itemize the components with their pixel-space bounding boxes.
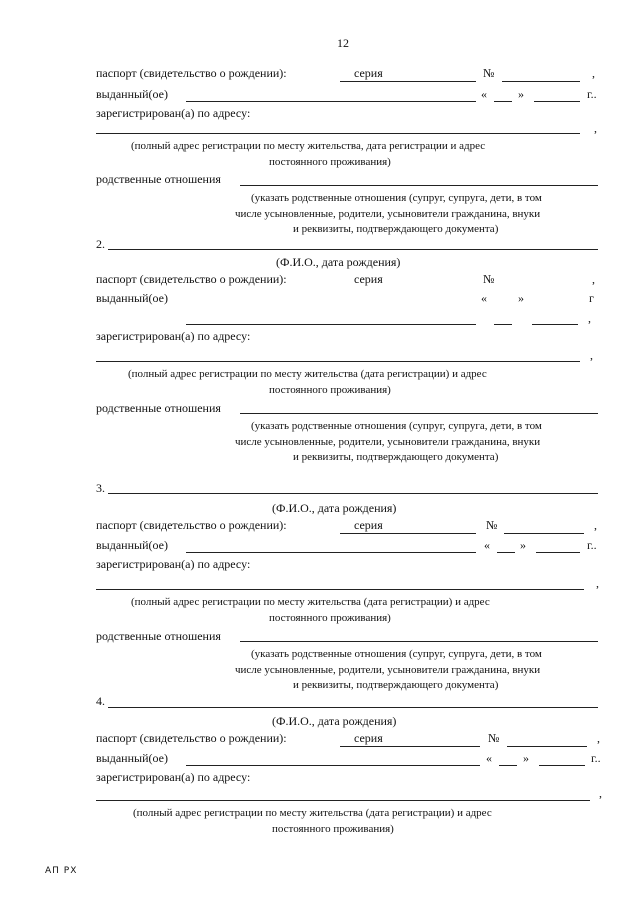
number-label: № bbox=[483, 272, 495, 286]
month-line[interactable] bbox=[532, 324, 578, 325]
relations-note: и реквизиты, подтверждающего документа) bbox=[293, 223, 499, 235]
passport-label: паспорт (свидетельство о рождении): bbox=[96, 518, 287, 532]
year-label: г.. bbox=[587, 538, 597, 552]
page-number: 12 bbox=[337, 36, 349, 50]
series-label: серия bbox=[354, 518, 383, 532]
fio-line[interactable] bbox=[108, 493, 598, 494]
quote-close: » bbox=[523, 751, 529, 765]
address-note: постоянного проживания) bbox=[269, 612, 391, 624]
comma: , bbox=[592, 66, 595, 80]
quote-open: « bbox=[484, 538, 490, 552]
registered-label: зарегистрирован(а) по адресу: bbox=[96, 770, 251, 784]
series-line[interactable] bbox=[340, 533, 476, 534]
day-line[interactable] bbox=[497, 552, 515, 553]
passport-label: паспорт (свидетельство о рождении): bbox=[96, 66, 287, 80]
relations-note: (указать родственные отношения (супруг, супруга, дети, в том bbox=[251, 648, 542, 660]
registered-label: зарегистрирован(а) по адресу: bbox=[96, 557, 251, 571]
relations-note: (указать родственные отношения (супруг, супруга, дети, в том bbox=[251, 192, 542, 204]
quote-close: » bbox=[518, 291, 524, 305]
number-line[interactable] bbox=[504, 533, 584, 534]
fio-note: (Ф.И.О., дата рождения) bbox=[272, 501, 397, 515]
month-line[interactable] bbox=[534, 101, 580, 102]
item-number: 2. bbox=[96, 237, 105, 251]
fio-note: (Ф.И.О., дата рождения) bbox=[272, 714, 397, 728]
relations-label: родственные отношения bbox=[96, 629, 221, 643]
quote-open: « bbox=[481, 87, 487, 101]
quote-close: » bbox=[520, 538, 526, 552]
address-note: (полный адрес регистрации по месту жительства (дата регистрации) и адрес bbox=[133, 807, 492, 819]
series-line[interactable] bbox=[340, 81, 476, 82]
comma: , bbox=[594, 518, 597, 532]
issued-line[interactable] bbox=[186, 552, 476, 553]
quote-close: » bbox=[518, 87, 524, 101]
relations-label: родственные отношения bbox=[96, 172, 221, 186]
number-line[interactable] bbox=[507, 746, 587, 747]
footer-mark: АП РХ bbox=[45, 866, 78, 876]
quote-open: « bbox=[481, 291, 487, 305]
comma: , bbox=[599, 786, 602, 800]
issued-label: выданный(ое) bbox=[96, 87, 168, 101]
relations-note: числе усыновленные, родители, усыновители гражданина, внуки bbox=[235, 208, 541, 220]
comma: , bbox=[590, 348, 593, 362]
registered-label: зарегистрирован(а) по адресу: bbox=[96, 329, 251, 343]
relations-label: родственные отношения bbox=[96, 401, 221, 415]
address-note: (полный адрес регистрации по месту жительства, дата регистрации и адрес bbox=[131, 140, 486, 152]
comma: , bbox=[596, 576, 599, 590]
quote-open: « bbox=[486, 751, 492, 765]
address-line[interactable] bbox=[96, 361, 580, 362]
month-line[interactable] bbox=[536, 552, 580, 553]
relations-note: и реквизиты, подтверждающего документа) bbox=[293, 679, 499, 691]
passport-label: паспорт (свидетельство о рождении): bbox=[96, 272, 287, 286]
address-line[interactable] bbox=[96, 800, 590, 801]
day-line[interactable] bbox=[494, 101, 512, 102]
series-label: серия bbox=[354, 66, 383, 80]
address-note: (полный адрес регистрации по месту жительства (дата регистрации) и адрес bbox=[128, 368, 487, 380]
passport-label: паспорт (свидетельство о рождении): bbox=[96, 731, 287, 745]
relations-note: числе усыновленные, родители, усыновители гражданина, внуки bbox=[235, 664, 541, 676]
year-label: г bbox=[589, 291, 594, 305]
fio-line[interactable] bbox=[108, 707, 598, 708]
issued-line[interactable] bbox=[186, 765, 480, 766]
relations-note: и реквизиты, подтверждающего документа) bbox=[293, 451, 499, 463]
address-line[interactable] bbox=[96, 589, 584, 590]
series-label: серия bbox=[354, 272, 383, 286]
year-label: г.. bbox=[591, 751, 601, 765]
issued-line[interactable] bbox=[186, 101, 476, 102]
relations-line[interactable] bbox=[240, 413, 598, 414]
comma: , bbox=[592, 272, 595, 286]
series-line[interactable] bbox=[340, 746, 480, 747]
registered-label: зарегистрирован(а) по адресу: bbox=[96, 106, 251, 120]
issued-label: выданный(ое) bbox=[96, 751, 168, 765]
number-label: № bbox=[488, 731, 500, 745]
year-label: г.. bbox=[587, 87, 597, 101]
address-note: постоянного проживания) bbox=[269, 384, 391, 396]
item-number: 3. bbox=[96, 481, 105, 495]
relations-line[interactable] bbox=[240, 641, 598, 642]
relations-note: числе усыновленные, родители, усыновители гражданина, внуки bbox=[235, 436, 541, 448]
number-line[interactable] bbox=[502, 81, 580, 82]
issued-label: выданный(ое) bbox=[96, 291, 168, 305]
relations-line[interactable] bbox=[240, 185, 598, 186]
day-line[interactable] bbox=[499, 765, 517, 766]
address-note: постоянного проживания) bbox=[269, 156, 391, 168]
address-note: (полный адрес регистрации по месту жительства (дата регистрации) и адрес bbox=[131, 596, 490, 608]
item-number: 4. bbox=[96, 694, 105, 708]
comma: , bbox=[594, 121, 597, 135]
number-label: № bbox=[483, 66, 495, 80]
series-label: серия bbox=[354, 731, 383, 745]
comma: , bbox=[588, 311, 591, 325]
month-line[interactable] bbox=[539, 765, 585, 766]
issued-label: выданный(ое) bbox=[96, 538, 168, 552]
fio-line[interactable] bbox=[108, 249, 598, 250]
comma: , bbox=[597, 731, 600, 745]
day-line[interactable] bbox=[494, 324, 512, 325]
address-note: постоянного проживания) bbox=[272, 823, 394, 835]
issued-line[interactable] bbox=[186, 324, 476, 325]
fio-note: (Ф.И.О., дата рождения) bbox=[276, 255, 401, 269]
relations-note: (указать родственные отношения (супруг, супруга, дети, в том bbox=[251, 420, 542, 432]
number-label: № bbox=[486, 518, 498, 532]
address-line[interactable] bbox=[96, 133, 580, 134]
